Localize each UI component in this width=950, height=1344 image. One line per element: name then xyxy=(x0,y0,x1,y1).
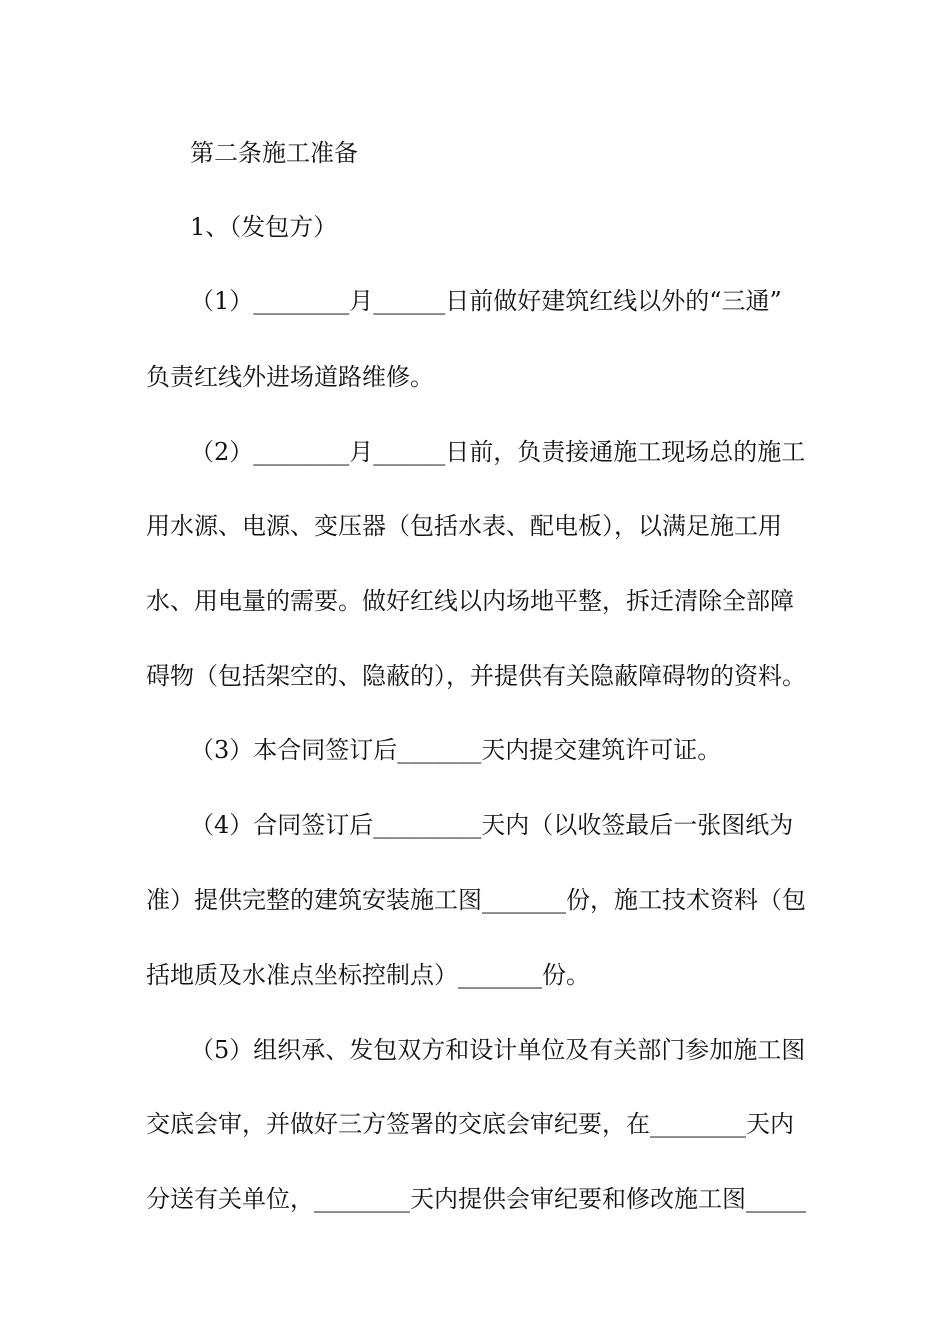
clause-2-line-2: 用水源、电源、变压器（包括水表、配电板），以满足施工用 xyxy=(146,512,782,540)
subsection-heading: 1、（发包方） xyxy=(190,213,338,241)
clause-4-line-1: （4）合同签订后_________天内（以收签最后一张图纸为 xyxy=(190,811,794,839)
clause-1-line-1: （1）________月______日前做好建筑红线以外的“三通” xyxy=(190,287,782,315)
clause-5-line-2: 交底会审，并做好三方签署的交底会审纪要，在________天内 xyxy=(146,1110,794,1138)
clause-4-line-2: 准）提供完整的建筑安装施工图_______份，施工技术资料（包 xyxy=(146,886,806,914)
clause-2-line-4: 碍物（包括架空的、隐蔽的），并提供有关隐蔽障碍物的资料。 xyxy=(146,662,806,690)
clause-2-line-1: （2）________月______日前，负责接通施工现场总的施工 xyxy=(190,438,806,466)
clause-5-line-3: 分送有关单位，________天内提供会审纪要和修改施工图_____ xyxy=(146,1185,806,1213)
clause-3-line-1: （3）本合同签订后_______天内提交建筑许可证。 xyxy=(190,736,722,764)
clause-2-line-3: 水、用电量的需要。做好红线以内场地平整，拆迁清除全部障 xyxy=(146,587,794,615)
clause-4-line-3: 括地质及水准点坐标控制点）_______份。 xyxy=(146,961,590,989)
clause-1-line-2: 负责红线外进场道路维修。 xyxy=(146,363,434,391)
clause-5-line-1: （5）组织承、发包双方和设计单位及有关部门参加施工图 xyxy=(190,1036,806,1064)
section-heading: 第二条施工准备 xyxy=(190,139,358,167)
